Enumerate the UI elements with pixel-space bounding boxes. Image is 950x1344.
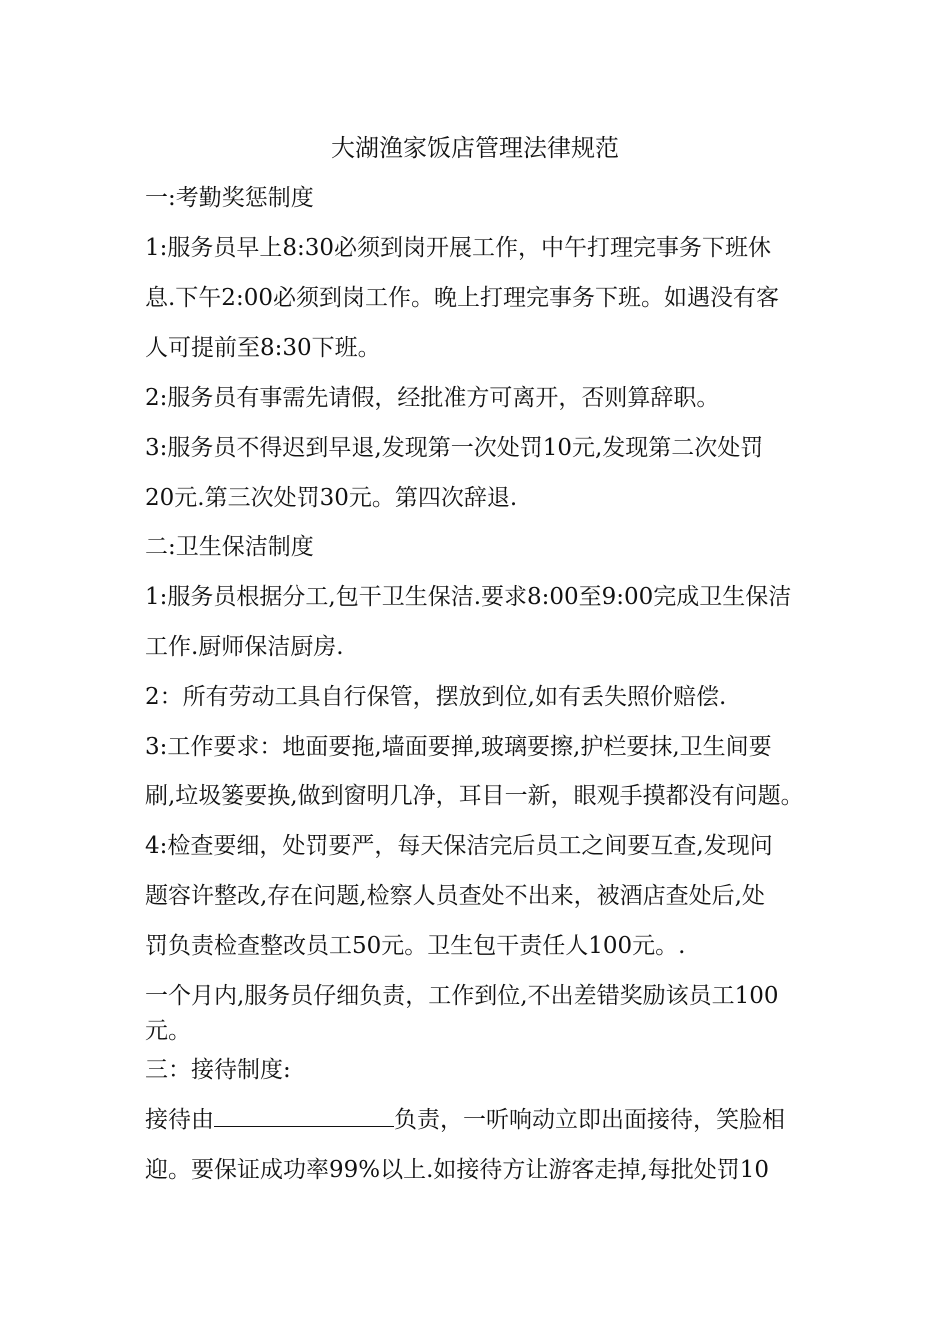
paragraph-line: 一个月内,服务员仔细负责，工作到位,不出差错奖励该员工100 bbox=[145, 983, 779, 1009]
paragraph-line: 题容许整改,存在问题,检察人员查处不出来，被酒店查处后,处 bbox=[145, 883, 765, 909]
document-title: 大湖渔家饭店管理法律规范 bbox=[331, 134, 619, 162]
paragraph-line: 4:检查要细，处罚要严，每天保洁完后员工之间要互查,发现问 bbox=[145, 833, 773, 859]
fill-in-blank bbox=[214, 1106, 394, 1127]
reception-line bbox=[145, 1105, 785, 1135]
paragraph-line: 人可提前至8:30下班。 bbox=[145, 335, 381, 361]
paragraph-line: 迎。要保证成功率99%以上.如接待方让游客走掉,每批处罚10 bbox=[145, 1157, 770, 1183]
paragraph-line: 3:工作要求：地面要拖,墙面要掸,玻璃要擦,护栏要抹,卫生间要 bbox=[145, 734, 772, 760]
paragraph-line: 刷,垃圾篓要换,做到窗明几净，耳目一新，眼观手摸都没有问题。 bbox=[145, 783, 804, 809]
section-heading-attendance: 一:考勤奖惩制度 bbox=[145, 185, 314, 211]
section-heading-reception: 三：接待制度: bbox=[145, 1057, 291, 1083]
reception-prefix: 接待由 bbox=[145, 1107, 214, 1133]
section-heading-hygiene: 二:卫生保洁制度 bbox=[145, 534, 314, 560]
paragraph-line: 元。 bbox=[145, 1018, 191, 1044]
paragraph-line: 20元.第三次处罚30元。第四次辞退. bbox=[145, 485, 518, 511]
paragraph-line: 息.下午2:00必须到岗工作。晚上打理完事务下班。如遇没有客 bbox=[145, 285, 779, 311]
paragraph-line: 罚负责检查整改员工50元。卫生包干责任人100元。. bbox=[145, 933, 686, 959]
paragraph-line: 1:服务员根据分工,包干卫生保洁.要求8:00至9:00完成卫生保洁 bbox=[145, 584, 792, 610]
paragraph-line: 3:服务员不得迟到早退,发现第一次处罚10元,发现第二次处罚 bbox=[145, 435, 764, 461]
reception-suffix: 负责，一听响动立即出面接待，笑脸相 bbox=[394, 1107, 785, 1133]
paragraph-line: 2：所有劳动工具自行保管，摆放到位,如有丢失照价赔偿. bbox=[145, 684, 727, 710]
paragraph-line: 1:服务员早上8:30必须到岗开展工作，中午打理完事务下班休 bbox=[145, 235, 772, 261]
paragraph-line: 2:服务员有事需先请假，经批准方可离开，否则算辞职。 bbox=[145, 385, 720, 411]
paragraph-line: 工作.厨师保洁厨房. bbox=[145, 634, 344, 660]
